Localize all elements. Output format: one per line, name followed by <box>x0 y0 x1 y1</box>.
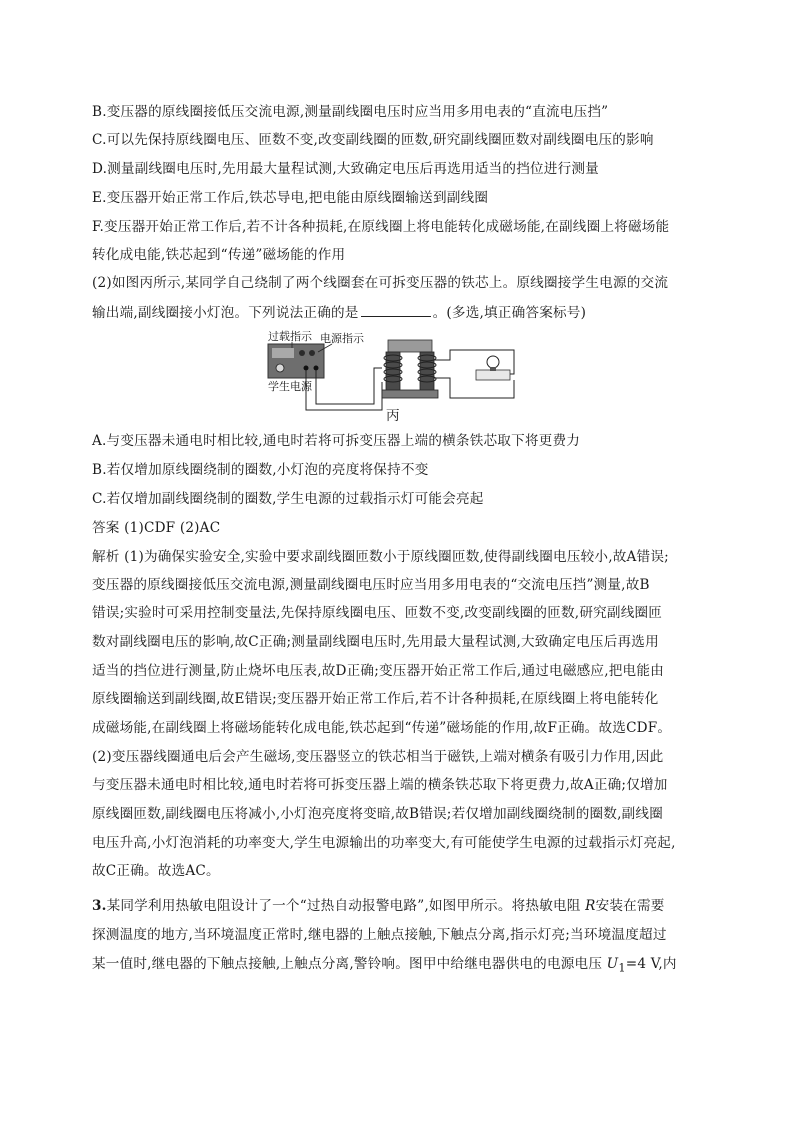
analysis-line: 解析 (1)为确保实验安全,实验中要求副线圈匝数小于原线圈匝数,使得副线圈电压较小,故A错误; <box>92 549 669 565</box>
question-2-line2-a: 输出端,副线圈接小灯泡。下列说法正确的是 <box>92 305 359 321</box>
label-power-indicator: 电源指示 <box>320 332 364 345</box>
question-3-line1 <box>92 896 722 916</box>
analysis-line: 数对副线圈电压的影响,故C正确;测量副线圈电压时,先用最大量程试测,大致确定电压后再选用 <box>92 634 659 650</box>
analysis-line: 原线圈匝数,副线圈电压将减小,小灯泡亮度将变暗,故B错误;若仅增加副线圈绕制的圈数,副线圈 <box>92 806 664 822</box>
question-3-text-b: 安装在需要 <box>595 898 665 914</box>
analysis-line: 故C正确。故选AC。 <box>92 863 220 879</box>
option-b-q1: B.变压器的原线圈接低压交流电源,测量副线圈电压时应当用多用电表的“直流电压挡” <box>92 104 609 120</box>
analysis-line: 与变压器未通电时相比较,通电时若将可拆变压器上端的横条铁芯取下将更费力,故A正确;仅增加 <box>92 777 668 793</box>
option-c-q2: C.若仅增加副线圈绕制的圈数,学生电源的过载指示灯可能会亮起 <box>92 491 484 507</box>
answer-blank <box>361 302 431 317</box>
label-overload-indicator: 过载指示 <box>268 330 312 343</box>
option-d-q1: D.测量副线圈电压时,先用最大量程试测,大致确定电压后再选用适当的挡位进行测量 <box>92 161 599 177</box>
question-2-line2 <box>92 302 722 323</box>
analysis-line: 原线圈输送到副线圈,故E错误;变压器开始正常工作后,若不计各种损耗,在原线圈上将电能转化 <box>92 691 659 707</box>
question-3-line3 <box>92 954 722 978</box>
var-u-subscript: 1 <box>618 960 626 975</box>
analysis-line: (2)变压器线圈通电后会产生磁场,变压器竖立的铁芯相当于磁铁,上端对横条有吸引力作用,因此 <box>92 749 664 765</box>
analysis-line: 变压器的原线圈接低压交流电源,测量副线圈电压时应当用多用电表的“交流电压挡”测量,故B <box>92 577 650 593</box>
option-c-q1: C.可以先保持原线圈电压、匝数不变,改变副线圈的匝数,研究副线圈匝数对副线圈电压的影响 <box>92 132 654 148</box>
transformer <box>382 340 438 398</box>
option-e-q1: E.变压器开始正常工作后,铁芯导电,把电能由原线圈输送到副线圈 <box>92 190 489 206</box>
figure-caption: 丙 <box>386 408 400 424</box>
analysis-line: 成磁场能,在副线圈上将磁场能转化成电能,铁芯起到“传递”磁场能的作用,故F正确。故选CDF。 <box>92 720 672 736</box>
question-3-number: 3. <box>92 898 107 914</box>
small-bulb <box>476 356 510 380</box>
analysis-line: 适当的挡位进行测量,防止烧坏电压表,故D正确;变压器开始正常工作后,通过电磁感应,把电能由 <box>92 663 664 679</box>
question-3-text-d: =4 V,内 <box>625 956 677 972</box>
question-2-line2-b: 。(多选,填正确答案标号) <box>432 305 587 321</box>
analysis-line: 电压升高,小灯泡消耗的功率变大,学生电源输出的功率变大,有可能使学生电源的过载指示灯亮起, <box>92 835 676 851</box>
question-3-text-c: 某一值时,继电器的下触点接触,上触点分离,警铃响。图甲中给继电器供电的电源电压 <box>92 956 607 972</box>
answer-line: 答案 (1)CDF (2)AC <box>92 520 221 536</box>
label-student-power: 学生电源 <box>268 380 312 393</box>
option-b-q2: B.若仅增加原线圈绕制的圈数,小灯泡的亮度将保持不变 <box>92 462 429 478</box>
option-f-q1-line2: 转化成电能,铁芯起到“传递”磁场能的作用 <box>92 247 346 263</box>
var-u: U <box>606 956 619 972</box>
option-f-q1-line1: F.变压器开始正常工作后,若不计各种损耗,在原线圈上将电能转化成磁场能,在副线圈上将磁场能 <box>92 219 670 235</box>
question-2-line1: (2)如图丙所示,某同学自己绕制了两个线圈套在可拆变压器的铁芯上。原线圈接学生电源的交流 <box>92 275 669 291</box>
option-a-q2: A.与变压器未通电时相比较,通电时若将可拆变压器上端的横条铁芯取下将更费力 <box>92 433 581 449</box>
var-r: R <box>585 898 596 914</box>
analysis-line: 错误;实验时可采用控制变量法,先保持原线圈电压、匝数不变,改变副线圈的匝数,研究副线圈匝 <box>92 605 663 621</box>
question-3-line2: 探测温度的地方,当环境温度正常时,继电器的上触点接触,下触点分离,指示灯亮;当环境温度超过 <box>92 927 667 943</box>
question-3-text-a: 某同学利用热敏电阻设计了一个“过热自动报警电路”,如图甲所示。将热敏电阻 <box>106 898 586 914</box>
